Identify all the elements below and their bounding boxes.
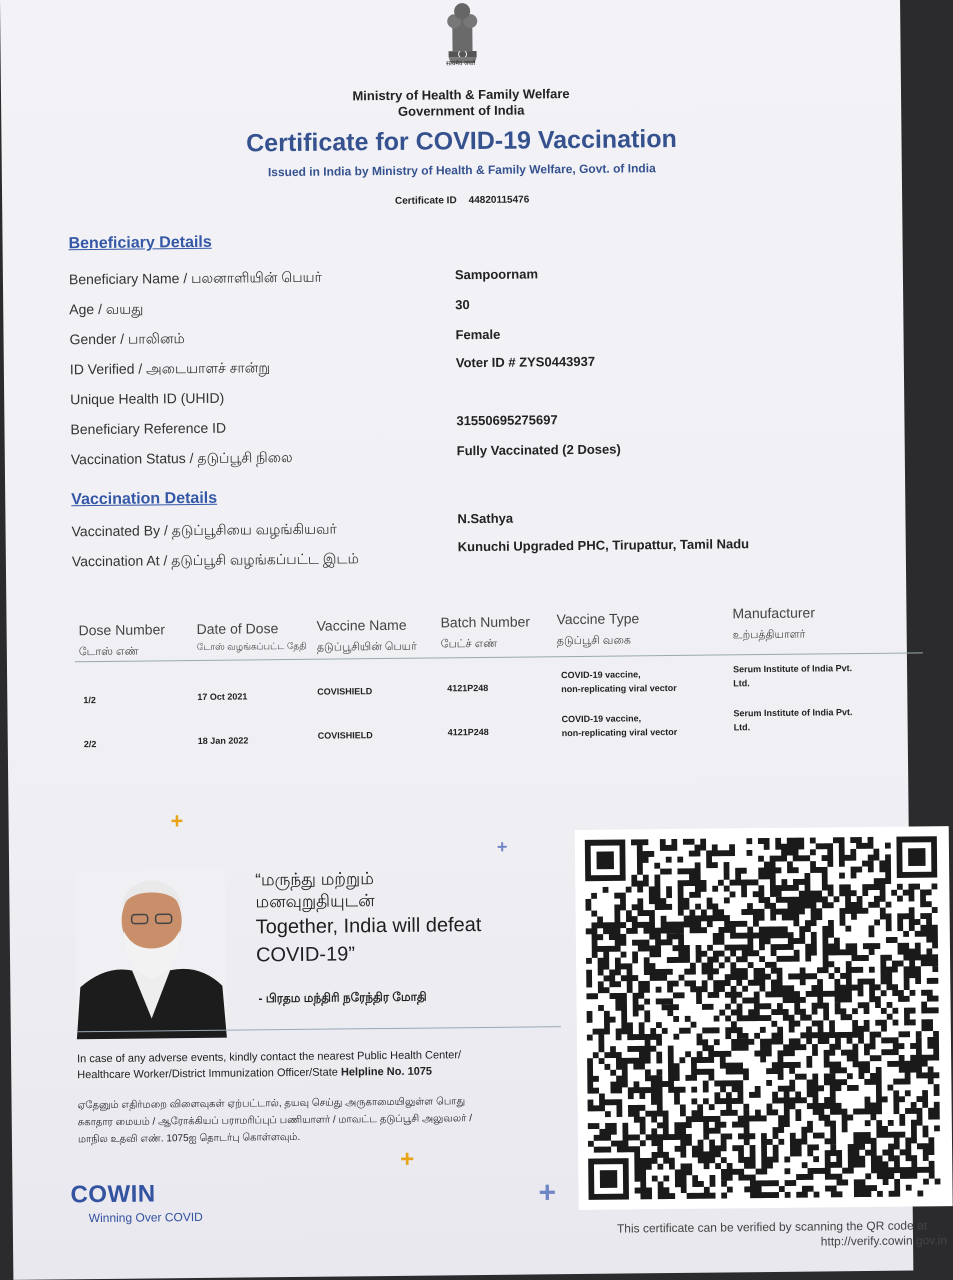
vaccination-status-value: Fully Vaccinated (2 Doses)	[456, 441, 621, 459]
adverse-events-notice: In case of any adverse events, kindly contact the nearest Public Health Center/ Healthcare Worker/District Immunization Officer/State Helpline No. 1075	[77, 1049, 462, 1082]
row2-vaccine-type: COVID-19 vaccine, non-replicating viral vector	[561, 713, 678, 739]
col-batch-number: Batch Number பேட்ச் எண்	[440, 613, 531, 651]
col-dose-number: Dose Number டோஸ் எண்	[78, 621, 166, 659]
col-vaccine-type: Vaccine Type தடுப்பூசி வகை	[556, 610, 640, 648]
row2-vaccine-name: COVISHIELD	[317, 730, 373, 741]
vaccination-details-heading: Vaccination Details	[71, 489, 218, 509]
row1-dose: 1/2	[83, 695, 96, 706]
plus-decoration-icon: +	[170, 808, 184, 834]
government-name: Government of India	[397, 102, 525, 119]
row2-dose: 2/2	[83, 739, 97, 750]
prime-minister-portrait-icon	[75, 868, 227, 1040]
row2-manufacturer: Serum Institute of India Pvt. Ltd.	[733, 707, 853, 733]
beneficiary-name-value: Sampoornam	[454, 266, 539, 283]
row1-vaccine-name: COVISHIELD	[317, 686, 373, 697]
age-label: Age / வயது	[69, 300, 144, 318]
beneficiary-details-heading: Beneficiary Details	[68, 233, 212, 253]
gender-value: Female	[455, 326, 501, 343]
quote-attribution: - பிரதம மந்திரி நரேந்திர மோதி	[258, 989, 427, 1006]
certificate-id-row	[2, 190, 922, 211]
vaccination-status-label: Vaccination Status / தடுப்பூசி நிலை	[70, 448, 293, 468]
reference-id-value: 31550695275697	[456, 412, 558, 429]
row2-batch: 4121P248	[447, 726, 489, 738]
vaccinated-at-value: Kunuchi Upgraded PHC, Tirupattur, Tamil Nadu	[457, 536, 750, 555]
col-vaccine-name: Vaccine Name தடுப்பூசியின் பெயர்	[316, 616, 417, 654]
vaccinated-at-label: Vaccination At / தடுப்பூசி வழங்கப்பட்ட இடம்	[71, 550, 359, 570]
row1-date: 17 Oct 2021	[197, 691, 248, 702]
emblem-motto: सत्यमेव जयते	[446, 61, 476, 68]
certificate-id-value: 44820115476	[468, 194, 530, 207]
row1-vaccine-type: COVID-19 vaccine, non-replicating viral vector	[561, 669, 677, 695]
beneficiary-name-label: Beneficiary Name / பலனாளியின் பெயர்	[68, 268, 323, 288]
uhid-label: Unique Health ID (UHID)	[70, 389, 225, 408]
plus-decoration-icon: +	[538, 1176, 557, 1210]
pm-quote: “மருந்து மற்றும் மனவுறுதியுடன் Together, India will defeat COVID-19”	[255, 869, 482, 967]
row1-batch: 4121P248	[447, 682, 489, 694]
vaccinated-by-label: Vaccinated By / தடுப்பூசியை வழங்கியவர்	[71, 520, 337, 540]
row2-date: 18 Jan 2022	[197, 735, 249, 746]
verification-qr-code[interactable]	[585, 836, 941, 1200]
col-manufacturer: Manufacturer உற்பத்தியாளர்	[732, 604, 816, 642]
certificate-subtitle: Issued in India by Ministry of Health & Family Welfare, Govt. of India	[267, 161, 656, 180]
cowin-tagline: Winning Over COVID	[88, 1209, 203, 1226]
row1-manufacturer: Serum Institute of India Pvt. Ltd.	[732, 663, 853, 689]
id-verified-value: Voter ID # ZYS0443937	[455, 353, 596, 371]
plus-decoration-icon: +	[496, 836, 508, 857]
ministry-name: Ministry of Health & Family Welfare	[352, 86, 570, 104]
col-date-of-dose: Date of Dose டோஸ் வழங்கப்பட்ட தேதி	[196, 620, 307, 652]
adverse-events-notice-tamil: ஏதேனும் எதிர்மறை விளைவுகள் ஏற்பட்டால், தயவு செய்து அருகாமையிலுள்ள பொது சுகாதார மையம் / ஆரோக்கியப் பராமரிப்புப் பணியாளர் / மாவட்ட தடுப்பூசி அலுவலர் / மாநில உதவி எண். 1075ஐ தொடர்பு கொள்ளவும்.	[77, 1096, 473, 1146]
reference-id-label: Beneficiary Reference ID	[70, 419, 227, 438]
certificate-title: Certificate for COVID-19 Vaccination	[246, 124, 677, 158]
verification-note: This certificate can be verified by scanning the QR code at http://verify.cowin.gov.in	[616, 1218, 948, 1249]
helpline-number: Helpline No. 1075	[340, 1065, 433, 1079]
gender-label: Gender / பாலினம்	[69, 330, 185, 348]
vaccinated-by-value: N.Sathya	[457, 510, 514, 527]
id-verified-label: ID Verified / அடையாளச் சான்று	[69, 359, 271, 378]
cowin-logo: COWIN	[70, 1180, 156, 1209]
age-value: 30	[455, 297, 470, 313]
certificate-id-label: Certificate ID	[394, 195, 457, 207]
plus-decoration-icon: +	[400, 1145, 415, 1173]
